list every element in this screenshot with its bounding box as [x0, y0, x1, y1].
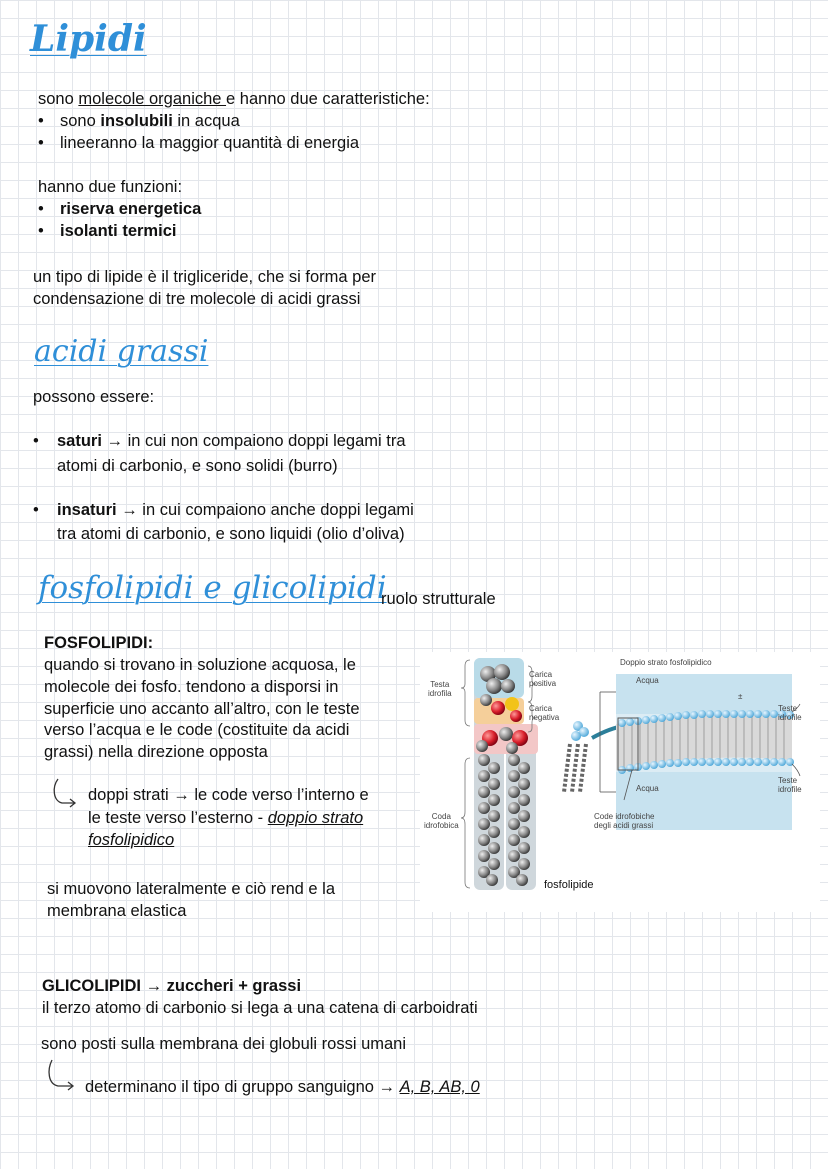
arrow-hook-icon	[46, 1058, 78, 1092]
text-bold: FOSFOLIPIDI:	[44, 634, 154, 652]
text-italic-underlined: doppio strato	[267, 809, 364, 827]
label-line: idrofobica	[424, 821, 459, 830]
paragraph-line: tra atomi di carbonio, e sono liquidi (olio d’oliva)	[57, 525, 405, 543]
text-bold: GLICOLIPIDI → zuccheri + grassi	[42, 977, 302, 995]
label-line: idrofile	[778, 785, 802, 794]
text-bold: insaturi	[57, 501, 117, 519]
diagram-label: Doppio strato fosfolipidico	[620, 658, 712, 667]
paragraph-line: il terzo atomo di carbonio si lega a una catena di carboidrati	[42, 999, 478, 1017]
label-line: Carica	[529, 704, 553, 713]
text: → in cui non compaiono doppi legami tra	[101, 432, 406, 450]
bilayer	[616, 710, 794, 774]
role-label: ruolo strutturale	[381, 590, 496, 608]
label-line: Teste	[778, 704, 798, 713]
text-italic-underlined: fosfolipidico	[88, 831, 175, 849]
bullet: •	[38, 200, 44, 218]
paragraph-line: atomi di carbonio, e sono solidi (burro)	[57, 457, 338, 475]
label-line: positiva	[529, 679, 557, 688]
subheading	[44, 634, 153, 653]
label-line: Carica	[529, 670, 553, 679]
paragraph-line: si muovono lateralmente e ciò rend e la	[47, 880, 335, 898]
intro-line	[38, 90, 430, 109]
phospholipid-diagram	[420, 652, 820, 912]
text-underlined: molecole organiche	[78, 90, 227, 108]
label-line: degli acidi grassi	[594, 821, 654, 830]
section-heading: fosfolipidi e glicolipidi	[38, 570, 387, 606]
label-line: idrofila	[428, 689, 452, 698]
list-item	[33, 501, 414, 520]
diagram-label: ±	[738, 692, 743, 701]
text-bold: saturi	[57, 432, 102, 450]
paragraph-line: verso l’acqua e le code (costituite da acidi	[44, 721, 350, 739]
bullet: •	[38, 112, 44, 130]
label-line: Code idrofobiche	[594, 812, 655, 821]
arrow-hook-icon	[50, 777, 80, 809]
functions-label: hanno due funzioni:	[38, 178, 183, 196]
text-bold: insolubili	[100, 112, 173, 130]
text: le teste verso l’esterno -	[88, 809, 268, 827]
small-molecule-icon	[564, 721, 589, 792]
paragraph-line: sono posti sulla membrana dei globuli rossi umani	[41, 1035, 407, 1053]
diagram-label	[778, 704, 802, 722]
label-line: negativa	[529, 713, 560, 722]
diagram-label: Acqua	[636, 676, 659, 685]
diagram-label	[778, 776, 802, 794]
paragraph-line: superficie uno accanto all’altro, con le teste	[44, 700, 360, 718]
text: lineeranno la maggior quantità di energia	[60, 134, 360, 152]
label-line: Testa	[430, 680, 450, 689]
paragraph-line: membrana elastica	[47, 902, 187, 920]
list-item	[38, 134, 360, 153]
list-item	[38, 222, 177, 241]
label-line: idrofile	[778, 713, 802, 722]
section-heading: acidi grassi	[34, 334, 209, 369]
subheading	[42, 977, 301, 996]
paragraph-line	[85, 1078, 480, 1097]
bullet: •	[33, 501, 39, 519]
text: sono	[60, 112, 101, 130]
paragraph-line: grassi) nella direzione opposta	[44, 743, 268, 761]
page-title: Lipidi	[30, 18, 147, 60]
paragraph-line	[88, 831, 174, 850]
text: determinano il tipo di gruppo sanguigno →	[85, 1078, 400, 1096]
label-line: Coda	[431, 812, 451, 821]
label-line: Teste	[778, 776, 798, 785]
diagram-label	[529, 704, 559, 722]
paragraph-line: molecole dei fosfo. tendono a disporsi in	[44, 678, 339, 696]
paragraph-line: un tipo di lipide è il trigliceride, che si forma per	[33, 268, 376, 286]
bullet: •	[38, 222, 44, 240]
bullet: •	[38, 134, 44, 152]
paragraph-line: condensazione di tre molecole di acidi grassi	[33, 290, 361, 308]
paragraph-line: possono essere:	[33, 388, 155, 406]
diagram-label	[594, 812, 654, 830]
list-item	[38, 112, 240, 131]
diagram-label	[529, 670, 556, 688]
diagram-label	[428, 680, 452, 698]
bullet: •	[33, 432, 39, 450]
text-bold: riserva energetica	[60, 200, 202, 218]
list-item	[38, 200, 202, 219]
paragraph-line: doppi strati → le code verso l’interno e	[88, 786, 369, 804]
paragraph-line	[88, 809, 363, 828]
paragraph-line: quando si trovano in soluzione acquosa, le	[44, 656, 356, 674]
list-item	[33, 432, 406, 451]
text: sono	[38, 90, 79, 108]
text: → in cui compaiono anche doppi legami	[116, 501, 414, 519]
text-italic-underlined: A, B, AB, 0	[399, 1078, 480, 1096]
diagram-caption: fosfolipide	[544, 879, 594, 891]
text: e hanno due caratteristiche:	[226, 90, 430, 108]
diagram-label	[424, 812, 459, 830]
text-bold: isolanti termici	[60, 222, 177, 240]
diagram-label: Acqua	[636, 784, 659, 793]
text: in acqua	[172, 112, 240, 130]
phospholipid-illustration	[420, 652, 820, 912]
